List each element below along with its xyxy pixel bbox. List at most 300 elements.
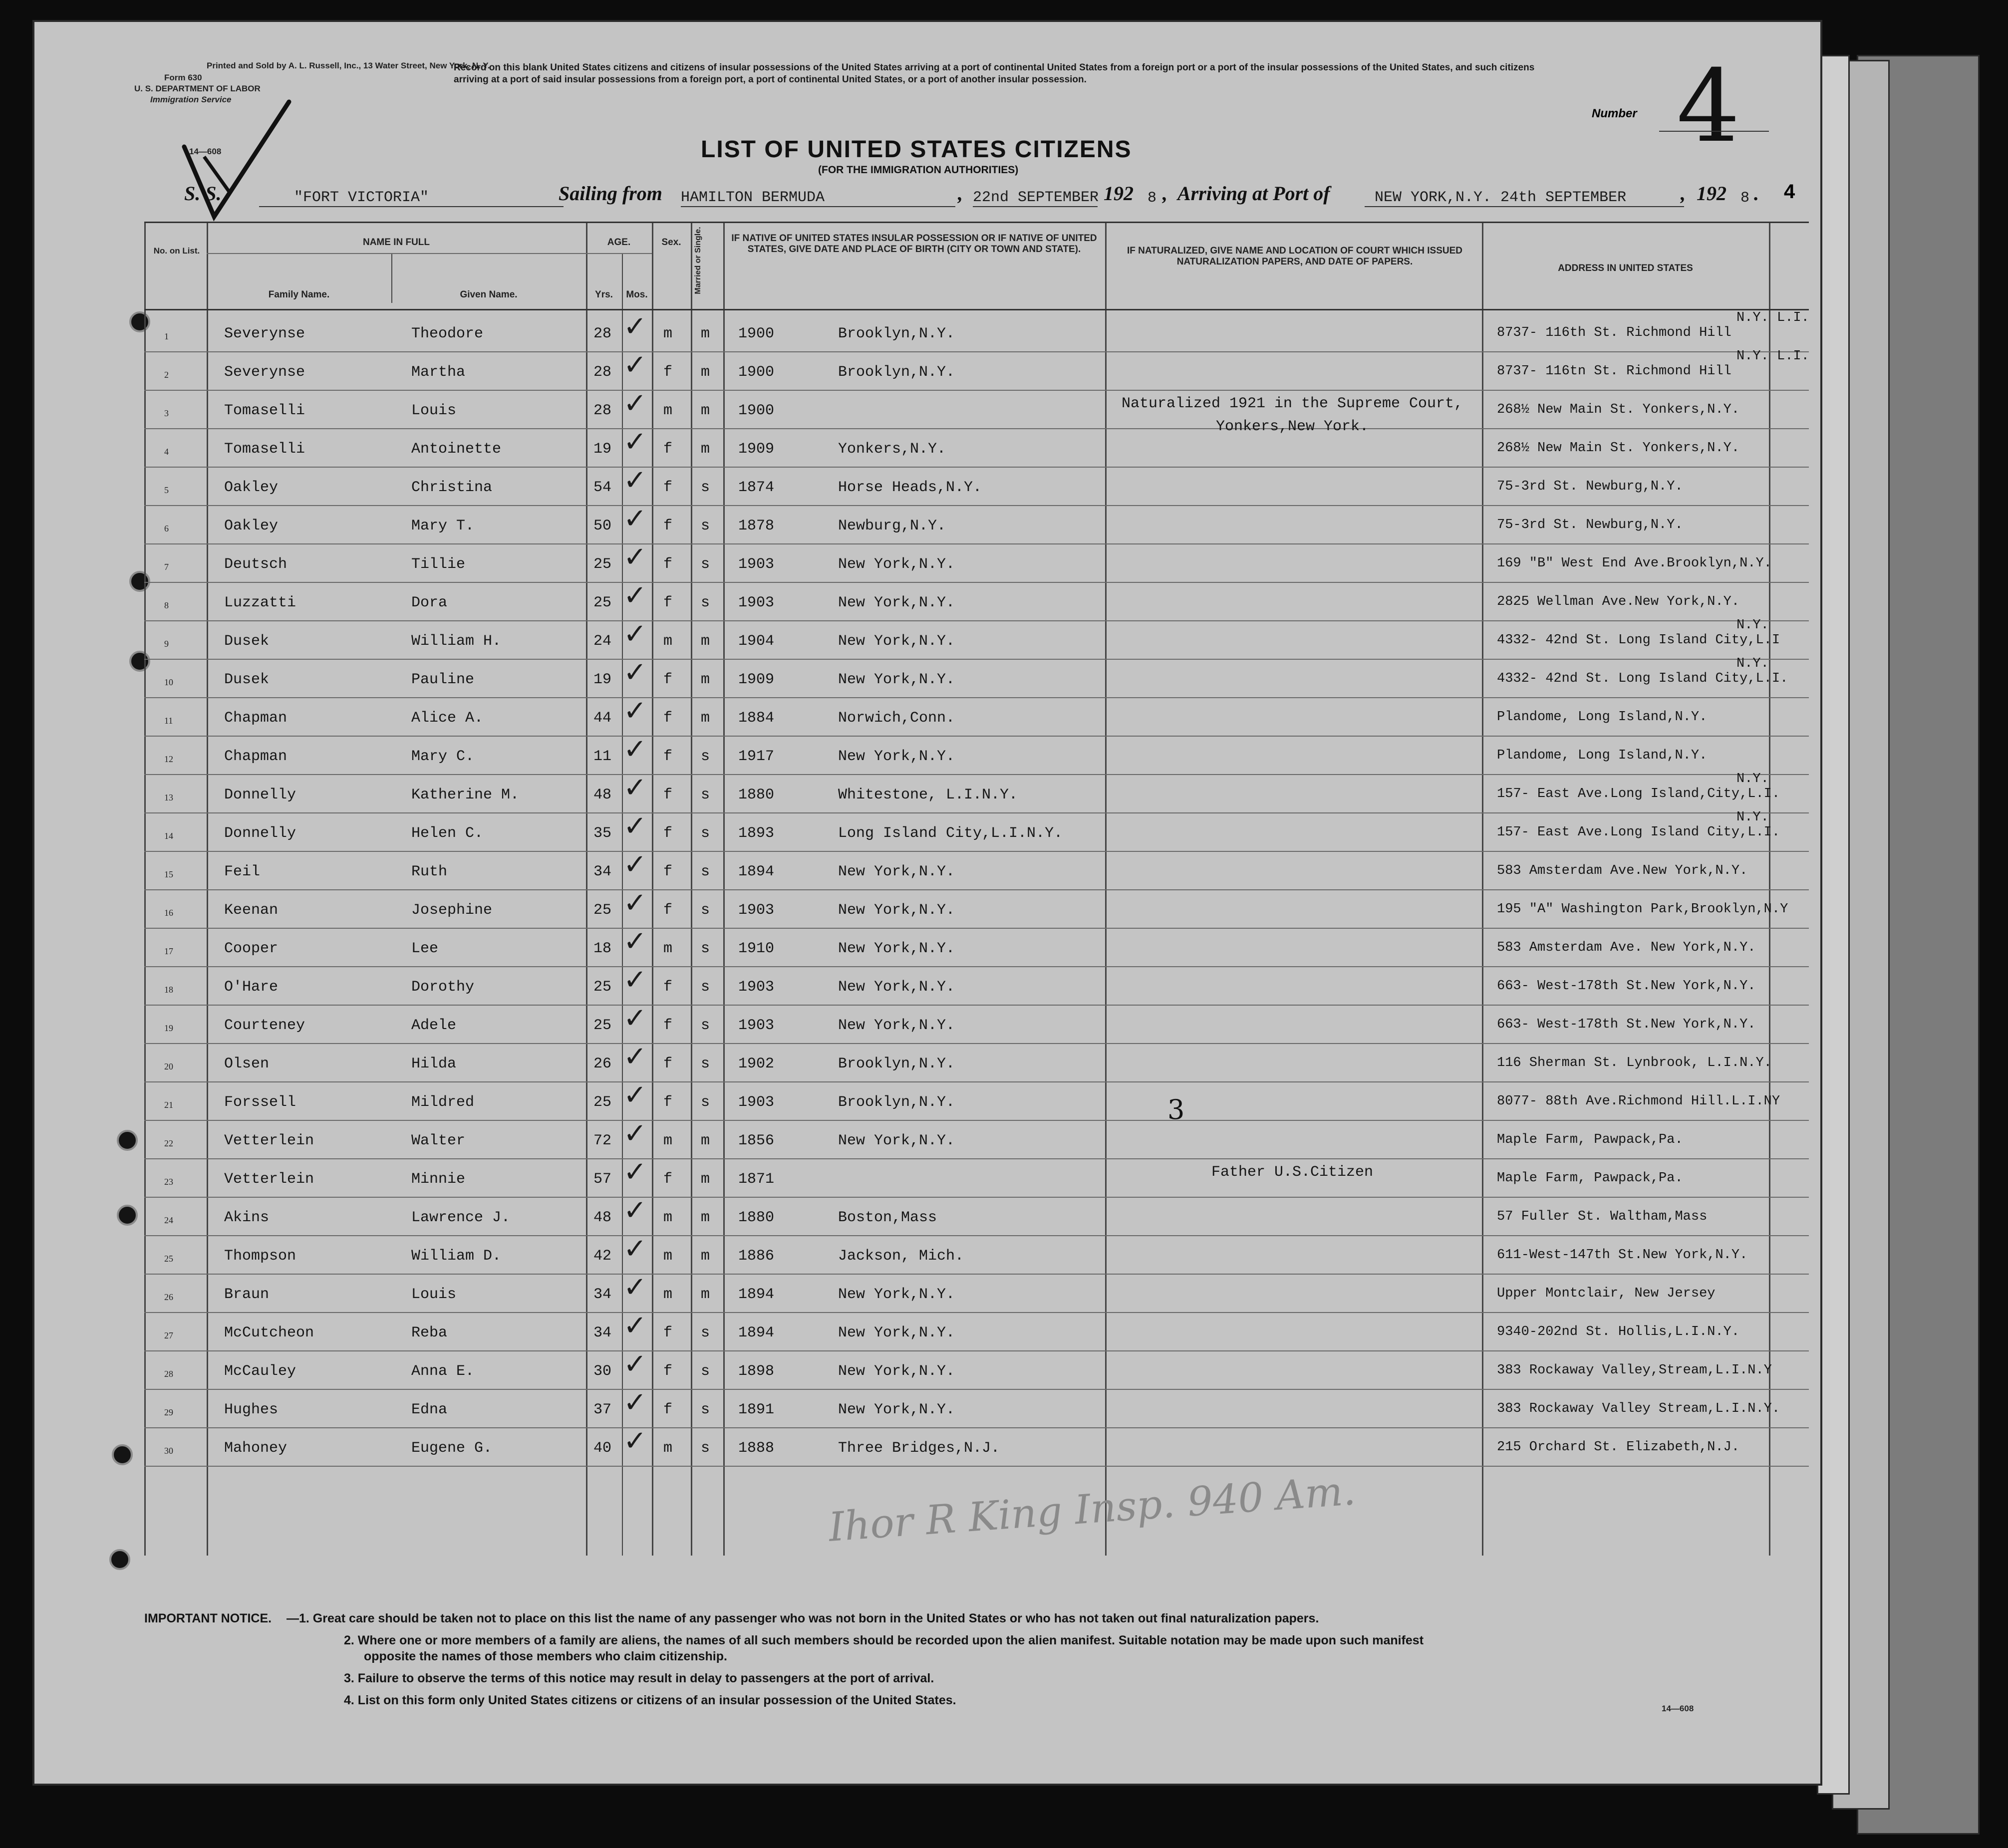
- col-marital: Married or Single.: [694, 227, 702, 294]
- us-address: Maple Farm, Pawpack,Pa.: [1497, 1132, 1683, 1147]
- birth-place: New York,N.Y.: [838, 1363, 955, 1380]
- age-years: 28: [593, 325, 612, 342]
- age-years: 30: [593, 1363, 612, 1380]
- sex: f: [663, 787, 673, 803]
- given-name: Louis: [411, 1286, 457, 1303]
- row-number: 10: [164, 677, 173, 687]
- sex: f: [663, 518, 673, 534]
- row-number: 16: [164, 908, 173, 918]
- row-rule: [144, 812, 1809, 813]
- us-address: 8077- 88th Ave.Richmond Hill.L.I.NY: [1497, 1094, 1780, 1109]
- notice-label: IMPORTANT NOTICE.: [144, 1611, 272, 1625]
- family-name: Chapman: [224, 748, 287, 765]
- family-name: Cooper: [224, 940, 279, 957]
- sex: f: [663, 479, 673, 496]
- tally-check-icon: ✓: [623, 1194, 647, 1227]
- given-name: Alice A.: [411, 710, 484, 727]
- family-name: Tomaselli: [224, 402, 305, 419]
- number-label: Number: [1592, 107, 1637, 120]
- birth-year: 1894: [738, 1286, 775, 1303]
- tally-check-icon: ✓: [623, 1348, 647, 1380]
- birth-year: 1891: [738, 1401, 775, 1418]
- row-number: 3: [164, 408, 169, 418]
- us-address: 383 Rockaway Valley,Stream,L.I.N.Y: [1497, 1363, 1772, 1378]
- row-number: 2: [164, 370, 169, 380]
- birth-place: New York,N.Y.: [838, 556, 955, 573]
- row-number: 8: [164, 600, 169, 610]
- us-address: 75-3rd St. Newburg,N.Y.: [1497, 518, 1683, 532]
- us-address-state: N.Y. L.I.: [1736, 310, 1809, 325]
- row-rule: [144, 351, 1809, 352]
- marital-status: m: [701, 364, 710, 381]
- tally-check-icon: ✓: [623, 503, 647, 535]
- page-title: LIST OF UNITED STATES CITIZENS: [701, 136, 1132, 163]
- birth-place: Brooklyn,N.Y.: [838, 325, 955, 342]
- row-rule: [144, 1274, 1809, 1275]
- sailing-date: 22nd SEPTEMBER: [973, 189, 1099, 206]
- handwritten-check-mark: [174, 87, 299, 237]
- age-years: 54: [593, 479, 612, 496]
- sex: f: [663, 594, 673, 611]
- notice-item-2b: opposite the names of those members who claim citizenship.: [364, 1649, 727, 1663]
- birth-place: New York,N.Y.: [838, 1132, 955, 1149]
- given-name: William H.: [411, 633, 502, 650]
- sex: f: [663, 979, 673, 996]
- birth-year: 1894: [738, 1324, 775, 1341]
- age-years: 37: [593, 1401, 612, 1418]
- marital-status: s: [701, 940, 710, 957]
- sailing-year-prefix: 192: [1104, 182, 1134, 205]
- family-name: Hughes: [224, 1401, 279, 1418]
- tally-check-icon: ✓: [623, 1386, 647, 1419]
- sex: f: [663, 671, 673, 688]
- col-yrs: Yrs.: [595, 289, 613, 300]
- birth-place: New York,N.Y.: [838, 902, 955, 919]
- given-name: Ruth: [411, 863, 448, 880]
- birth-year: 1884: [738, 710, 775, 727]
- birth-year: 1878: [738, 518, 775, 534]
- sex: m: [663, 1209, 673, 1226]
- sex: m: [663, 402, 673, 419]
- tally-check-icon: ✓: [623, 964, 647, 996]
- marital-status: m: [701, 325, 710, 342]
- tally-check-icon: ✓: [623, 349, 647, 381]
- row-rule: [144, 889, 1809, 890]
- ss-label: S. S.: [184, 182, 222, 205]
- birth-year: 1900: [738, 364, 775, 381]
- given-name: Mary C.: [411, 748, 475, 765]
- row-rule: [144, 1235, 1809, 1236]
- us-address: Maple Farm, Pawpack,Pa.: [1497, 1171, 1683, 1186]
- given-name: Antoinette: [411, 441, 502, 458]
- age-years: 25: [593, 1094, 612, 1111]
- printer-line: Printed and Sold by A. L. Russell, Inc., 13 Water Street, New York, N. Y.: [207, 61, 490, 70]
- given-name: Dorothy: [411, 979, 475, 996]
- marital-status: s: [701, 1094, 710, 1111]
- sex: m: [663, 633, 673, 650]
- age-years: 25: [593, 556, 612, 573]
- us-address-state: N.Y. L.I.: [1736, 349, 1809, 364]
- age-years: 28: [593, 402, 612, 419]
- given-name: Hilda: [411, 1056, 457, 1072]
- given-name: Mildred: [411, 1094, 475, 1111]
- given-name: Walter: [411, 1132, 466, 1149]
- col-given-name: Given Name.: [460, 289, 518, 300]
- page-number: 4: [1784, 181, 1795, 203]
- us-address: 57 Fuller St. Waltham,Mass: [1497, 1209, 1708, 1224]
- tally-check-icon: ✓: [623, 426, 647, 458]
- marital-status: s: [701, 1056, 710, 1072]
- col-name-in-full: NAME IN FULL: [362, 237, 430, 248]
- birth-year: 1856: [738, 1132, 775, 1149]
- manifest-table: [144, 222, 1809, 1556]
- row-number: 4: [164, 447, 169, 457]
- marital-status: s: [701, 1017, 710, 1034]
- sex: f: [663, 1324, 673, 1341]
- tally-check-icon: ✓: [623, 1425, 647, 1457]
- given-name: Minnie: [411, 1171, 466, 1188]
- sailing-year-digit: 8: [1147, 190, 1157, 207]
- form-number: Form 630: [164, 73, 202, 82]
- marital-status: s: [701, 902, 710, 919]
- family-name: Oakley: [224, 479, 279, 496]
- sex: m: [663, 325, 673, 342]
- sex: m: [663, 940, 673, 957]
- row-rule: [144, 736, 1809, 737]
- punch-hole: [117, 1205, 138, 1226]
- family-name: Feil: [224, 863, 261, 880]
- family-name: Chapman: [224, 710, 287, 727]
- row-rule: [144, 851, 1809, 852]
- age-years: 40: [593, 1440, 612, 1457]
- family-name: Braun: [224, 1286, 270, 1303]
- birth-year: 1880: [738, 1209, 775, 1226]
- row-number: 15: [164, 869, 173, 879]
- birth-year: 1871: [738, 1171, 775, 1188]
- age-years: 48: [593, 1209, 612, 1226]
- row-number: 22: [164, 1138, 173, 1148]
- family-name: Olsen: [224, 1056, 270, 1072]
- ship-name: "FORT VICTORIA": [259, 189, 564, 207]
- us-address: 268½ New Main St. Yonkers,N.Y.: [1497, 402, 1740, 417]
- marital-status: s: [701, 556, 710, 573]
- tally-check-icon: ✓: [623, 464, 647, 497]
- marital-status: s: [701, 825, 710, 842]
- record-note: Record on this blank United States citizens and citizens of insular possessions of the United States arriving at a port of continental United States from a foreign port or a port of the insular possessions of the United States, and such citizens arriving at a port of said insular possessions from a foreign port, a port of continental United States, or a port of another insular possession.: [454, 62, 1535, 85]
- us-address: 75-3rd St. Newburg,N.Y.: [1497, 479, 1683, 494]
- us-address: 157- East Ave.Long Island,City,L.I.: [1497, 787, 1780, 801]
- marital-status: m: [701, 441, 710, 458]
- marital-status: s: [701, 594, 710, 611]
- given-name: Eugene G.: [411, 1440, 493, 1457]
- given-name: Lawrence J.: [411, 1209, 511, 1226]
- marital-status: s: [701, 1401, 710, 1418]
- sex: f: [663, 748, 673, 765]
- birth-place: Boston,Mass: [838, 1209, 937, 1226]
- tally-check-icon: ✓: [623, 1156, 647, 1188]
- birth-place: New York,N.Y.: [838, 863, 955, 880]
- row-rule: [144, 1081, 1809, 1082]
- header-rule: [144, 309, 1809, 310]
- arriving-label: Arriving at Port of: [1177, 182, 1330, 205]
- us-address-state: N.Y.: [1736, 618, 1769, 633]
- sex: f: [663, 1094, 673, 1111]
- birth-place: Brooklyn,N.Y.: [838, 364, 955, 381]
- tally-check-icon: ✓: [623, 1079, 647, 1111]
- given-name: Lee: [411, 940, 439, 957]
- col-mos: Mos.: [626, 289, 648, 300]
- family-name: Deutsch: [224, 556, 287, 573]
- age-years: 18: [593, 940, 612, 957]
- inspector-signature: Ihor R King Insp. 940 Am.: [827, 1467, 1357, 1551]
- birth-place: Brooklyn,N.Y.: [838, 1094, 955, 1111]
- us-address: Plandome, Long Island,N.Y.: [1497, 710, 1708, 725]
- birth-year: 1903: [738, 902, 775, 919]
- arriving-port: NEW YORK,N.Y. 24th SEPTEMBER: [1365, 189, 1684, 207]
- comma: ,: [958, 182, 963, 205]
- family-name: Forssell: [224, 1094, 296, 1111]
- row-number: 14: [164, 831, 173, 841]
- row-rule: [144, 1197, 1809, 1198]
- row-rule: [144, 620, 1809, 621]
- row-number: 9: [164, 639, 169, 649]
- row-number: 7: [164, 562, 169, 572]
- age-years: 42: [593, 1248, 612, 1265]
- us-address: 4332- 42nd St. Long Island City,L.I: [1497, 633, 1780, 648]
- tally-check-icon: ✓: [623, 618, 647, 650]
- marital-status: s: [701, 787, 710, 803]
- col-age: AGE.: [607, 237, 631, 248]
- tally-check-icon: ✓: [623, 810, 647, 842]
- period: .: [1754, 182, 1759, 205]
- us-address: 215 Orchard St. Elizabeth,N.J.: [1497, 1440, 1740, 1455]
- number-underline: [1659, 131, 1769, 132]
- family-name: Dusek: [224, 633, 270, 650]
- birth-year: 1900: [738, 402, 775, 419]
- col-address: ADDRESS IN UNITED STATES: [1558, 263, 1693, 273]
- form-code: 14—608: [189, 147, 222, 156]
- given-name: William D.: [411, 1248, 502, 1265]
- col-no: No. on List.: [153, 246, 200, 256]
- family-name: Vetterlein: [224, 1132, 314, 1149]
- tally-check-icon: ✓: [623, 387, 647, 420]
- comma: ,: [1681, 182, 1686, 205]
- age-years: 19: [593, 441, 612, 458]
- given-name: Adele: [411, 1017, 457, 1034]
- sex: f: [663, 1401, 673, 1418]
- birth-place: Whitestone, L.I.N.Y.: [838, 787, 1018, 803]
- row-number: 19: [164, 1023, 173, 1033]
- row-rule: [144, 428, 1809, 429]
- col-family-name: Family Name.: [268, 289, 330, 300]
- age-years: 24: [593, 633, 612, 650]
- us-address-state: N.Y.: [1736, 810, 1769, 825]
- birth-place: Long Island City,L.I.N.Y.: [838, 825, 1063, 842]
- birth-year: 1902: [738, 1056, 775, 1072]
- sex: f: [663, 1017, 673, 1034]
- marital-status: s: [701, 748, 710, 765]
- age-years: 57: [593, 1171, 612, 1188]
- marital-status: s: [701, 979, 710, 996]
- row-number: 30: [164, 1446, 173, 1456]
- punch-hole: [117, 1130, 138, 1151]
- marital-status: m: [701, 1132, 710, 1149]
- marital-status: s: [701, 479, 710, 496]
- notice-item-1: —1. Great care should be taken not to place on this list the name of any passenger who was not born in the United States or who has not taken out final naturalization papers.: [287, 1611, 1319, 1625]
- row-rule: [144, 1466, 1809, 1467]
- row-rule: [144, 697, 1809, 698]
- col-naturalized: IF NATURALIZED, GIVE NAME AND LOCATION OF COURT WHICH ISSUED NATURALIZATION PAPERS, AND DATE OF PAPERS.: [1127, 246, 1462, 267]
- sailing-from: HAMILTON BERMUDA: [681, 189, 955, 207]
- column-divider: [622, 253, 623, 1556]
- birth-place: New York,N.Y.: [838, 1286, 955, 1303]
- given-name: Helen C.: [411, 825, 484, 842]
- arriving-year-prefix: 192: [1697, 182, 1726, 205]
- row-number: 12: [164, 754, 173, 764]
- age-years: 25: [593, 594, 612, 611]
- age-years: 19: [593, 671, 612, 688]
- row-number: 17: [164, 946, 173, 956]
- family-name: Severynse: [224, 325, 305, 342]
- department: U. S. DEPARTMENT OF LABOR: [134, 84, 261, 93]
- age-years: 25: [593, 902, 612, 919]
- family-name: Severynse: [224, 364, 305, 381]
- tally-check-icon: ✓: [623, 772, 647, 804]
- birth-place: New York,N.Y.: [838, 1017, 955, 1034]
- us-address: 383 Rockaway Valley Stream,L.I.N.Y.: [1497, 1401, 1780, 1416]
- row-number: 5: [164, 485, 169, 495]
- tally-check-icon: ✓: [623, 1271, 647, 1304]
- tally-check-icon: ✓: [623, 1117, 647, 1150]
- sex: f: [663, 863, 673, 880]
- us-address-state: N.Y.: [1736, 656, 1769, 671]
- birth-year: 1909: [738, 671, 775, 688]
- sex: f: [663, 710, 673, 727]
- sex: f: [663, 1171, 673, 1188]
- page-subtitle: (FOR THE IMMIGRATION AUTHORITIES): [818, 164, 1019, 176]
- birth-place: New York,N.Y.: [838, 979, 955, 996]
- sex: m: [663, 1132, 673, 1149]
- row-rule: [144, 774, 1809, 775]
- us-address: 663- West-178th St.New York,N.Y.: [1497, 1017, 1756, 1032]
- us-address: 583 Amsterdam Ave.New York,N.Y.: [1497, 863, 1748, 878]
- family-name: McCauley: [224, 1363, 296, 1380]
- tally-check-icon: ✓: [623, 887, 647, 919]
- us-address: 2825 Wellman Ave.New York,N.Y.: [1497, 594, 1740, 609]
- sex: f: [663, 902, 673, 919]
- age-years: 34: [593, 1286, 612, 1303]
- age-years: 48: [593, 787, 612, 803]
- marital-status: m: [701, 402, 710, 419]
- row-rule: [144, 1120, 1809, 1121]
- naturalization-note: Naturalized 1921 in the Supreme Court, Yonkers,New York.: [1121, 395, 1463, 435]
- birth-year: 1886: [738, 1248, 775, 1265]
- tally-check-icon: ✓: [623, 579, 647, 612]
- us-address: 611-West-147th St.New York,N.Y.: [1497, 1248, 1748, 1263]
- birth-year: 1898: [738, 1363, 775, 1380]
- row-number: 27: [164, 1330, 173, 1340]
- row-number: 1: [164, 331, 169, 341]
- naturalization-note: Father U.S.Citizen: [1211, 1164, 1374, 1181]
- marital-status: m: [701, 1286, 710, 1303]
- birth-year: 1910: [738, 940, 775, 957]
- given-name: Theodore: [411, 325, 484, 342]
- marital-status: s: [701, 1363, 710, 1380]
- birth-year: 1894: [738, 863, 775, 880]
- row-rule: [144, 582, 1809, 583]
- us-address: 169 "B" West End Ave.Brooklyn,N.Y.: [1497, 556, 1772, 571]
- given-name: Dora: [411, 594, 448, 611]
- family-name: Donnelly: [224, 825, 296, 842]
- col-sex: Sex.: [661, 237, 681, 248]
- tally-check-icon: ✓: [623, 695, 647, 727]
- birth-place: Norwich,Conn.: [838, 710, 955, 727]
- birth-year: 1893: [738, 825, 775, 842]
- birth-place: New York,N.Y.: [838, 1401, 955, 1418]
- given-name: Martha: [411, 364, 466, 381]
- us-address: 116 Sherman St. Lynbrook, L.I.N.Y.: [1497, 1056, 1772, 1070]
- age-years: 11: [593, 748, 612, 765]
- given-name: Edna: [411, 1401, 448, 1418]
- us-address: 268½ New Main St. Yonkers,N.Y.: [1497, 441, 1740, 456]
- row-number: 20: [164, 1061, 173, 1071]
- birth-place: Brooklyn,N.Y.: [838, 1056, 955, 1072]
- birth-year: 1917: [738, 748, 775, 765]
- row-number: 6: [164, 524, 169, 533]
- given-name: Katherine M.: [411, 787, 520, 803]
- marital-status: s: [701, 1324, 710, 1341]
- row-rule: [144, 1389, 1809, 1390]
- tally-check-icon: ✓: [623, 1002, 647, 1035]
- row-number: 24: [164, 1215, 173, 1225]
- family-name: Dusek: [224, 671, 270, 688]
- row-number: 29: [164, 1407, 173, 1417]
- row-rule: [144, 390, 1809, 391]
- given-name: Tillie: [411, 556, 466, 573]
- birth-place: Three Bridges,N.J.: [838, 1440, 1000, 1457]
- col-birth: IF NATIVE OF UNITED STATES INSULAR POSSESSION OR IF NATIVE OF UNITED STATES, GIVE DATE AND PLACE OF BIRTH (CITY OR TOWN AND STATE).: [731, 233, 1097, 255]
- age-years: 25: [593, 979, 612, 996]
- marital-status: m: [701, 1248, 710, 1265]
- sex: f: [663, 441, 673, 458]
- arriving-year-digit: 8: [1740, 190, 1750, 207]
- family-name: Vetterlein: [224, 1171, 314, 1188]
- us-address: 8737- 116th St. Richmond Hill: [1497, 325, 1731, 340]
- birth-place: Yonkers,N.Y.: [838, 441, 946, 458]
- family-name: Mahoney: [224, 1440, 287, 1457]
- us-address: 8737- 116tn St. Richmond Hill: [1497, 364, 1731, 379]
- family-name: Luzzatti: [224, 594, 296, 611]
- punch-hole: [109, 1549, 130, 1570]
- row-number: 13: [164, 792, 173, 802]
- birth-place: Horse Heads,N.Y.: [838, 479, 982, 496]
- family-name: Courteney: [224, 1017, 305, 1034]
- us-address: 663- West-178th St.New York,N.Y.: [1497, 979, 1756, 994]
- family-name: Keenan: [224, 902, 279, 919]
- birth-year: 1900: [738, 325, 775, 342]
- row-number: 11: [164, 716, 173, 726]
- us-address: 583 Amsterdam Ave. New York,N.Y.: [1497, 940, 1756, 955]
- sex: f: [663, 364, 673, 381]
- age-years: 34: [593, 863, 612, 880]
- given-name: Anna E.: [411, 1363, 475, 1380]
- row-rule: [144, 659, 1809, 660]
- tally-check-icon: ✓: [623, 1233, 647, 1265]
- age-years: 44: [593, 710, 612, 727]
- birth-year: 1903: [738, 1094, 775, 1111]
- birth-year: 1888: [738, 1440, 775, 1457]
- marital-status: m: [701, 633, 710, 650]
